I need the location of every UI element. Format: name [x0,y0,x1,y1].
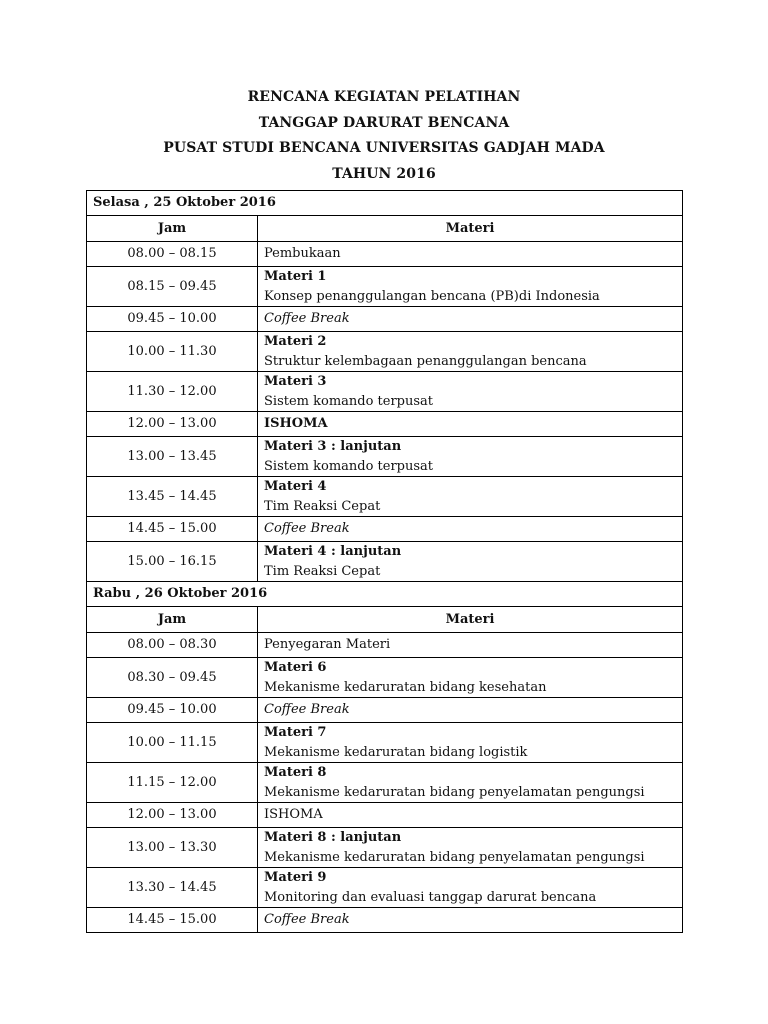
materi-cell [258,332,683,372]
materi-description: Tim Reaksi Cepat [264,563,381,579]
coffee-break-label: Coffee Break [264,311,350,327]
materi-description: Sistem komando terpusat [264,458,434,474]
time-cell: 12.00 – 13.00 [87,412,258,437]
materi-cell [258,658,683,698]
materi-cell [258,267,683,307]
title-line-3: PUSAT STUDI BENCANA UNIVERSITAS GADJAH MADA [163,140,605,156]
schedule-table [86,190,683,933]
day-header-row [87,191,683,216]
table-row [87,412,683,437]
time-cell: 08.00 – 08.30 [87,633,258,658]
time-cell: 09.45 – 10.00 [87,698,258,723]
time-cell: 09.45 – 10.00 [87,307,258,332]
table-row [87,542,683,582]
materi-description: Sistem komando terpusat [264,393,434,409]
break-label: ISHOMA [264,416,328,432]
materi-cell [258,242,683,267]
column-header-materi: Materi [258,607,683,633]
time-cell: 15.00 – 16.15 [87,542,258,582]
table-row [87,723,683,763]
materi-cell [258,412,683,437]
table-row [87,633,683,658]
table-row [87,372,683,412]
time-cell: 11.30 – 12.00 [87,372,258,412]
materi-cell [258,868,683,908]
table-row [87,332,683,372]
materi-cell [258,372,683,412]
materi-title: Materi 7 [264,725,327,740]
materi-cell [258,698,683,723]
time-cell: 12.00 – 13.00 [87,803,258,828]
schedule-body [87,191,683,933]
materi-description: Mekanisme kedaruratan bidang logistik [264,744,528,760]
materi-title: Materi 3 : lanjutan [264,439,402,454]
table-row [87,803,683,828]
materi-cell [258,763,683,803]
table-row [87,698,683,723]
table-row [87,242,683,267]
materi-description: Konsep penanggulangan bencana (PB)di Indonesia [264,288,600,304]
time-cell: 10.00 – 11.30 [87,332,258,372]
table-row [87,658,683,698]
column-header-materi: Materi [258,216,683,242]
materi-cell [258,437,683,477]
materi-cell [258,477,683,517]
table-row [87,763,683,803]
time-cell: 14.45 – 15.00 [87,517,258,542]
coffee-break-label: Coffee Break [264,702,350,718]
materi-title: Materi 9 [264,870,327,885]
materi-text: Penyegaran Materi [264,637,391,653]
materi-cell [258,723,683,763]
coffee-break-label: Coffee Break [264,521,350,537]
time-cell: 13.45 – 14.45 [87,477,258,517]
time-cell: 08.00 – 08.15 [87,242,258,267]
title-line-2: TANGGAP DARURAT BENCANA [258,114,510,131]
time-cell: 10.00 – 11.15 [87,723,258,763]
materi-title: Materi 2 [264,334,327,349]
table-row [87,908,683,933]
title-line-4: TAHUN 2016 [332,165,436,182]
materi-description: Monitoring dan evaluasi tanggap darurat bencana [264,889,597,905]
title-line-1: RENCANA KEGIATAN PELATIHAN [247,89,521,105]
time-cell: 13.00 – 13.30 [87,828,258,868]
materi-cell [258,908,683,933]
materi-title: Materi 6 [264,660,327,675]
materi-text: Pembukaan [264,246,341,262]
document-title [0,85,768,187]
time-cell: 14.45 – 15.00 [87,908,258,933]
materi-description: Struktur kelembagaan penanggulangan bencana [264,353,587,369]
materi-cell [258,307,683,332]
materi-title: Materi 8 : lanjutan [264,830,402,845]
materi-text: ISHOMA [264,807,323,823]
materi-cell [258,517,683,542]
column-header-row [87,607,683,633]
day-header-row [87,582,683,607]
time-cell: 08.30 – 09.45 [87,658,258,698]
materi-description: Mekanisme kedaruratan bidang penyelamatan pengungsi [264,849,645,865]
materi-title: Materi 3 [264,374,327,389]
column-header-row [87,216,683,242]
table-row [87,437,683,477]
materi-description: Mekanisme kedaruratan bidang penyelamatan pengungsi [264,784,645,800]
materi-title: Materi 4 [264,479,327,494]
materi-title: Materi 4 : lanjutan [264,544,402,559]
time-cell: 13.00 – 13.45 [87,437,258,477]
time-cell: 13.30 – 14.45 [87,868,258,908]
materi-description: Mekanisme kedaruratan bidang kesehatan [264,679,547,695]
table-row [87,828,683,868]
table-row [87,267,683,307]
table-row [87,517,683,542]
materi-description: Tim Reaksi Cepat [264,498,381,514]
day-label: Rabu , 26 Oktober 2016 [87,582,683,607]
materi-cell [258,633,683,658]
coffee-break-label: Coffee Break [264,912,350,928]
table-row [87,477,683,517]
table-row [87,868,683,908]
materi-title: Materi 8 [264,765,327,780]
time-cell: 11.15 – 12.00 [87,763,258,803]
column-header-jam: Jam [87,216,258,242]
materi-title: Materi 1 [264,269,327,284]
table-row [87,307,683,332]
column-header-jam: Jam [87,607,258,633]
day-label: Selasa , 25 Oktober 2016 [87,191,683,216]
materi-cell [258,828,683,868]
materi-cell [258,803,683,828]
time-cell: 08.15 – 09.45 [87,267,258,307]
materi-cell [258,542,683,582]
